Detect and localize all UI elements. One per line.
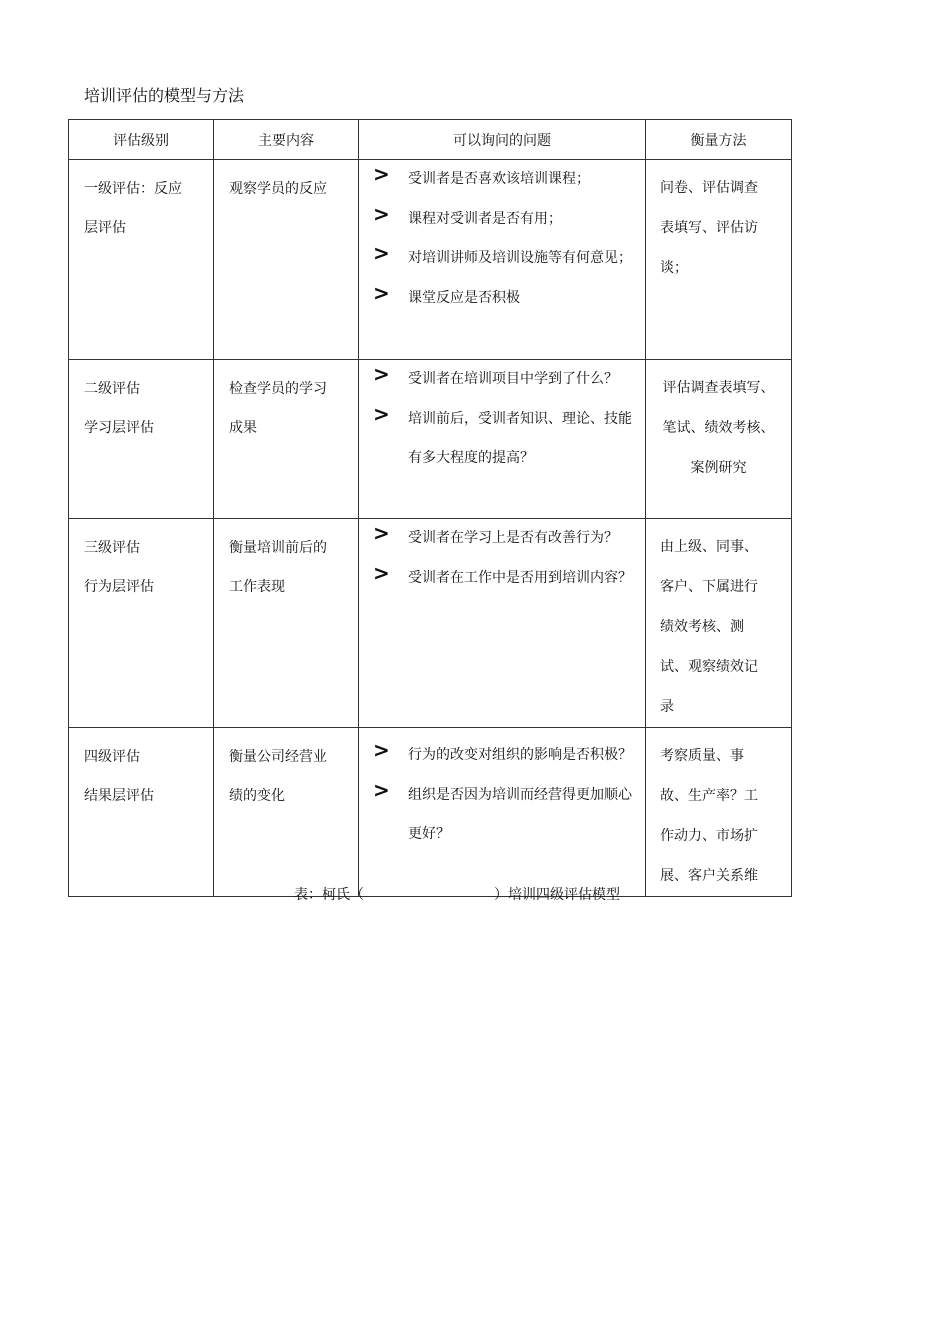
content-line: 检查学员的学习 <box>229 381 327 397</box>
caption-suffix: ）培训四级评估模型 <box>494 887 620 903</box>
question-text: 行为的改变对组织的影响是否积极？ <box>408 747 632 763</box>
method-cell <box>646 160 792 360</box>
content-cell <box>214 360 359 519</box>
method-line: 录 <box>660 699 674 715</box>
question-text: 课程对受训者是否有用； <box>408 210 562 227</box>
bullet-arrow-icon: > <box>373 521 390 545</box>
level-line: 学习层评估 <box>84 420 154 436</box>
level-line: 四级评估 <box>84 749 140 765</box>
level-line: 三级评估 <box>84 540 140 556</box>
method-line: 考察质量、事 <box>660 748 744 764</box>
method-line: 试、观察绩效记 <box>660 659 758 675</box>
questions-cell <box>359 728 646 897</box>
bullet-arrow-icon: > <box>373 162 390 186</box>
method-line: 作动力、市场扩 <box>660 828 758 844</box>
question-text: 培训前后，受训者知识、理论、技能有多大程度的提高？ <box>408 410 632 466</box>
question-text: 受训者在培训项目中学到了什么？ <box>408 371 618 387</box>
level-line: 行为层评估 <box>84 579 154 595</box>
method-line: 谈； <box>660 260 688 276</box>
method-line: 绩效考核、测 <box>660 619 744 635</box>
bullet-arrow-icon: > <box>373 738 390 762</box>
evaluation-model-table <box>68 119 792 897</box>
method-line: 评估调查表填写、 <box>662 380 775 396</box>
question-text: 组织是否因为培训而经营得更加顺心更好？ <box>408 786 632 842</box>
question-text: 对培训讲师及培训设施等有何意见； <box>408 250 632 266</box>
content-cell <box>214 728 359 897</box>
header-cell-content: 主要内容 <box>214 120 359 160</box>
level-cell <box>69 160 214 360</box>
method-line: 客户、下属进行 <box>660 579 758 595</box>
level-line: 层评估 <box>84 220 126 236</box>
question-text: 课堂反应是否积极 <box>408 289 520 306</box>
level-line: 一级评估：反应 <box>84 181 182 197</box>
method-line: 案例研究 <box>690 460 747 476</box>
questions-cell <box>359 360 646 519</box>
question-text: 受训者在学习上是否有改善行为？ <box>408 530 618 546</box>
header-cell-questions: 可以询问的问题 <box>359 120 646 160</box>
question-text: 受训者在工作中是否用到培训内容？ <box>408 569 632 586</box>
table-row <box>69 728 792 897</box>
table-row <box>69 519 792 728</box>
question-item <box>359 400 645 479</box>
method-line: 问卷、评估调查 <box>660 180 758 196</box>
method-cell <box>646 360 792 519</box>
table-row <box>69 160 792 360</box>
question-text: 受训者是否喜欢该培训课程； <box>408 171 590 187</box>
method-line: 表填写、评估访 <box>660 220 758 236</box>
question-item <box>359 776 645 855</box>
method-cell <box>646 728 792 897</box>
bullet-arrow-icon: > <box>373 201 390 226</box>
method-line: 由上级、同事、 <box>660 539 758 555</box>
bullet-arrow-icon: > <box>373 280 390 305</box>
content-line: 工作表现 <box>229 579 285 595</box>
content-line: 观察学员的反应 <box>229 181 327 197</box>
content-cell <box>214 519 359 728</box>
bullet-arrow-icon: > <box>373 401 390 426</box>
level-cell <box>69 360 214 519</box>
level-cell <box>69 519 214 728</box>
bullet-arrow-icon: > <box>373 362 390 386</box>
table-header-row <box>69 120 792 160</box>
table-row <box>69 360 792 519</box>
method-line: 展、客户关系维 <box>660 868 758 884</box>
question-item <box>359 360 645 400</box>
content-line: 绩的变化 <box>229 788 285 804</box>
method-line: 故、生产率？工 <box>660 788 758 804</box>
bullet-arrow-icon: > <box>373 777 390 802</box>
document-title: 培训评估的模型与方法 <box>84 86 245 105</box>
question-item <box>359 279 645 319</box>
content-line: 衡量培训前后的 <box>229 540 327 556</box>
question-item <box>359 200 645 240</box>
bullet-arrow-icon: > <box>373 560 390 585</box>
questions-cell <box>359 519 646 728</box>
method-cell <box>646 519 792 728</box>
content-cell <box>214 160 359 360</box>
question-item <box>359 519 645 559</box>
question-item <box>359 559 645 599</box>
questions-cell <box>359 160 646 360</box>
header-cell-level: 评估级别 <box>69 120 214 160</box>
content-line: 衡量公司经营业 <box>229 749 327 765</box>
bullet-arrow-icon: > <box>373 241 390 265</box>
question-item <box>359 239 645 279</box>
level-line: 二级评估 <box>84 381 140 397</box>
content-line: 成果 <box>229 420 257 436</box>
header-cell-method: 衡量方法 <box>646 120 792 160</box>
level-line: 结果层评估 <box>84 788 154 804</box>
caption-prefix: 表：柯氏（ <box>294 887 364 903</box>
level-cell <box>69 728 214 897</box>
question-item <box>359 736 645 776</box>
question-item <box>359 160 645 200</box>
method-line: 笔试、绩效考核、 <box>662 420 775 436</box>
